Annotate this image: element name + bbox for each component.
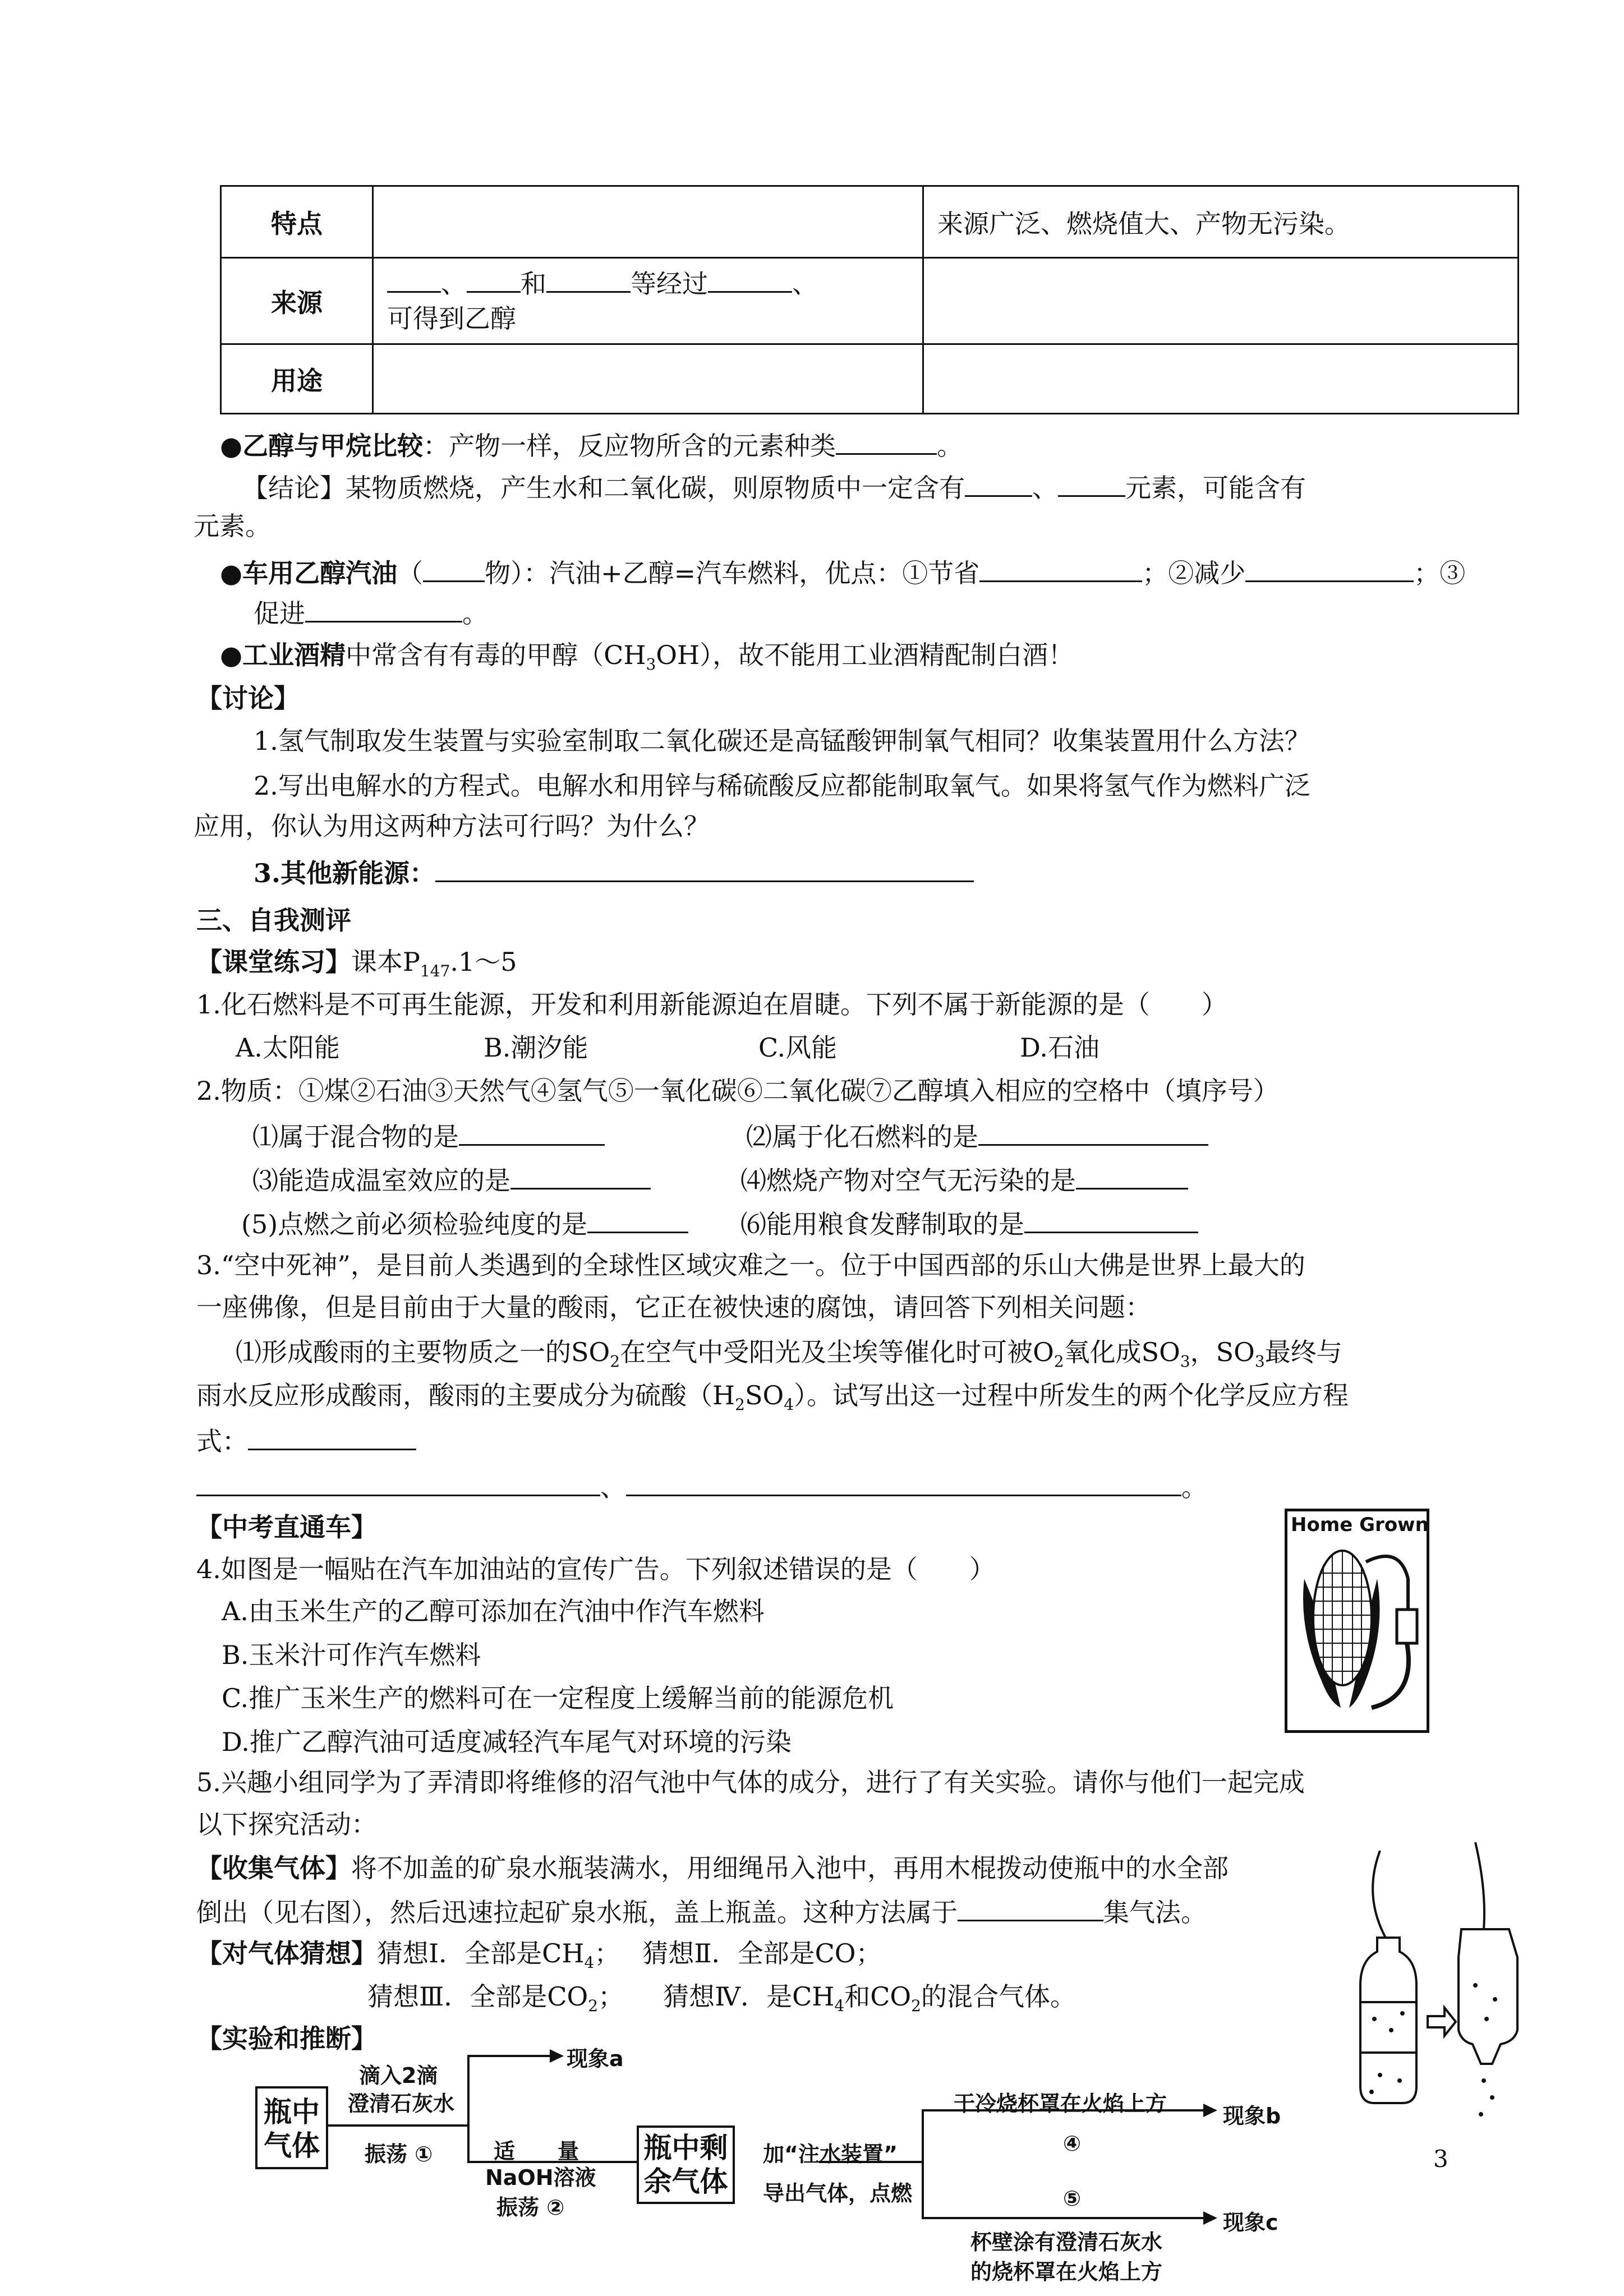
gasohol-line-2: 促进 。 bbox=[254, 598, 488, 629]
q2-stem: 2.物质：①煤②石油③天然气④氢气⑤一氧化碳⑥二氧化碳⑦乙醇填入相应的空格中（填序号） bbox=[196, 1076, 1279, 1106]
branch4-top: 干冷烧杯罩在火焰上方 bbox=[954, 2091, 1167, 2116]
q2-part6: ⑹能用粮食发酵制取的是 bbox=[740, 1209, 1198, 1237]
q5-experiment-label: 【实验和推断】 bbox=[196, 2023, 377, 2054]
flow-box-bottle-gas: 瓶中 气体 bbox=[255, 2086, 328, 2169]
industrial-alcohol-line: ●工业酒精中常含有有毒的甲醇$(CH_3OH)$，故不能用工业酒精配制白酒！ bbox=[220, 640, 1074, 674]
conclusion-line-2: 元素。 bbox=[194, 511, 271, 541]
compare-line: ●乙醇与甲烷比较：产物一样，反应物所含的元素种类 。 bbox=[220, 431, 963, 461]
bottle-collection-figure bbox=[1346, 1839, 1537, 2154]
page-number: 3 bbox=[1433, 2145, 1448, 2173]
conclusion-line-1: 【结论】某物质燃烧，产生水和二氧化碳，则原物质中一定含有 、 元素，可能含有 bbox=[242, 473, 1306, 503]
q1-stem: 1.化石燃料是不可再生能源，开发和利用新能源迫在眉睫。下列不属于新能源的是（ ） bbox=[196, 989, 1227, 1020]
q3-line6: 、 。 bbox=[196, 1472, 1207, 1500]
q5-guess-line2: 猜想Ⅲ．全部是$CO_2$； 猜想Ⅳ．是$CH_4$和$CO_2$的混合气体。 bbox=[367, 1981, 1076, 2016]
discussion-q3: 3.其他新能源： bbox=[254, 858, 974, 886]
table-header-use: 用途 bbox=[221, 344, 373, 414]
table-cell bbox=[373, 186, 923, 258]
q3-line3: ⑴形成酸雨的主要物质之一的$SO_2$在空气中受阳光及尘埃等催化时可被$O_2$氧化成$SO_3$，$SO_3$最终与 bbox=[236, 1337, 1342, 1371]
step1-top-line1: 滴入2滴 bbox=[359, 2063, 438, 2088]
q5-collect-line1: 【收集气体】将不加盖的矿泉水瓶装满水，用细绳吊入池中，再用木棍拨动使瓶中的水全部 bbox=[196, 1853, 1229, 1883]
q4-option-c: C.推广玉米生产的燃料可在一定程度上缓解当前的能源危机 bbox=[222, 1683, 894, 1713]
table-header-feature: 特点 bbox=[221, 186, 373, 258]
q1-option-b: B.潮汐能 bbox=[484, 1032, 588, 1063]
q4-option-d: D.推广乙醇汽油可适度减轻汽车尾气对环境的污染 bbox=[222, 1727, 792, 1757]
result-b: 现象b bbox=[1223, 2104, 1281, 2128]
q5-line2: 以下探究活动： bbox=[196, 1809, 377, 1839]
discussion-title: 【讨论】 bbox=[196, 683, 300, 713]
table-cell-source: 、 和 等经过 、 可得到乙醇 bbox=[373, 258, 923, 344]
q2-part5: (5)点燃之前必须检验纯度的是 bbox=[241, 1209, 688, 1237]
table-cell bbox=[923, 258, 1519, 344]
step3-bottom: 导出气体，点燃 bbox=[763, 2181, 913, 2206]
branch4-num: ④ bbox=[1063, 2131, 1082, 2156]
q1-option-a: A.太阳能 bbox=[236, 1032, 340, 1063]
q4-option-b: B.玉米汁可作汽车燃料 bbox=[222, 1640, 481, 1670]
ad-caption: Home Grown bbox=[1291, 1514, 1429, 1536]
result-a: 现象a bbox=[567, 2046, 624, 2071]
q3-line2: 一座佛像，但是目前由于大量的酸雨，它正在被快速的腐蚀，请回答下列相关问题： bbox=[196, 1292, 1151, 1322]
q5-line1: 5.兴趣小组同学为了弄清即将维修的沼气池中气体的成分，进行了有关实验。请你与他们一起完成 bbox=[196, 1767, 1305, 1797]
branch5-num: ⑤ bbox=[1063, 2186, 1082, 2211]
q3-line1: 3.“空中死神”，是目前人类遇到的全球性区域灾难之一。位于中国西部的乐山大佛是世界上最大的 bbox=[196, 1250, 1305, 1280]
practice-line: 【课堂练习】课本$P_{147}.1\sim 5$ bbox=[196, 947, 517, 981]
q5-guess-line1: 【对气体猜想】猜想Ⅰ．全部是$CH_4$； 猜想Ⅱ．全部是CO； bbox=[196, 1938, 882, 1972]
q4-stem: 4.如图是一幅贴在汽车加油站的宣传广告。下列叙述错误的是（ ） bbox=[196, 1554, 995, 1584]
corn-fuel-ad-image bbox=[1285, 1509, 1429, 1733]
q2-part3: ⑶能造成温室效应的是 bbox=[252, 1165, 651, 1193]
step3-top: 加“注水装置” bbox=[763, 2142, 898, 2166]
energy-table bbox=[220, 185, 1519, 414]
step2-mid: NaOH溶液 bbox=[485, 2165, 596, 2190]
step2-top: 适 量 bbox=[494, 2139, 579, 2164]
corn-pump-icon bbox=[1287, 1539, 1427, 1730]
table-cell-feature-value: 来源广泛、燃烧值大、产物无污染。 bbox=[923, 186, 1519, 258]
discussion-q1: 1.氢气制取发生装置与实验室制取二氧化碳还是高锰酸钾制氧气相同？收集装置用什么方法？ bbox=[254, 726, 1310, 756]
q2-part2: ⑵属于化石燃料的是 bbox=[746, 1122, 1208, 1150]
table-header-source: 来源 bbox=[221, 258, 373, 344]
result-c: 现象c bbox=[1223, 2210, 1278, 2235]
q1-option-d: D.石油 bbox=[1020, 1032, 1099, 1063]
branch5-bottom-line2: 的烧杯罩在火焰上方 bbox=[970, 2260, 1163, 2284]
q1-option-c: C.风能 bbox=[758, 1032, 838, 1063]
section-title-self-test: 三、自我测评 bbox=[196, 905, 351, 935]
step1-top-line2: 澄清石灰水 bbox=[348, 2091, 455, 2116]
flow-box-remaining-gas: 瓶中剩 余气体 bbox=[637, 2126, 735, 2204]
zhongkao-title: 【中考直通车】 bbox=[196, 1512, 377, 1542]
q3-line4: 雨水反应形成酸雨，酸雨的主要成分为硫酸$(H_2SO_4)$。试写出这一过程中所发生的两个化学反应方程 bbox=[196, 1380, 1349, 1414]
step1-bottom: 振荡 ① bbox=[365, 2142, 433, 2166]
q2-part1: ⑴属于混合物的是 bbox=[252, 1122, 605, 1150]
q5-collect-line2: 倒出（见右图），然后迅速拉起矿泉水瓶，盖上瓶盖。这种方法属于 集气法。 bbox=[196, 1897, 1207, 1928]
q4-option-a: A.由玉米生产的乙醇可添加在汽油中作汽车燃料 bbox=[222, 1596, 765, 1626]
q3-line5: 式： bbox=[196, 1426, 416, 1454]
discussion-q2-line2: 应用，你认为用这两种方法可行吗？为什么？ bbox=[194, 811, 710, 841]
table-cell bbox=[373, 344, 923, 414]
step2-bottom: 振荡 ② bbox=[496, 2195, 565, 2220]
q2-part4: ⑷燃烧产物对空气无污染的是 bbox=[740, 1165, 1188, 1193]
table-cell bbox=[923, 344, 1519, 414]
branch5-bottom-line1: 杯壁涂有澄清石灰水 bbox=[970, 2230, 1163, 2254]
discussion-q2-line1: 2.写出电解水的方程式。电解水和用锌与稀硫酸反应都能制取氧气。如果将氢气作为燃料广泛 bbox=[254, 771, 1310, 801]
gasohol-line-1: ●车用乙醇汽油（ 物）：汽油+乙醇=汽车燃料，优点：①节省 ；②减少 ；③ bbox=[220, 558, 1466, 588]
